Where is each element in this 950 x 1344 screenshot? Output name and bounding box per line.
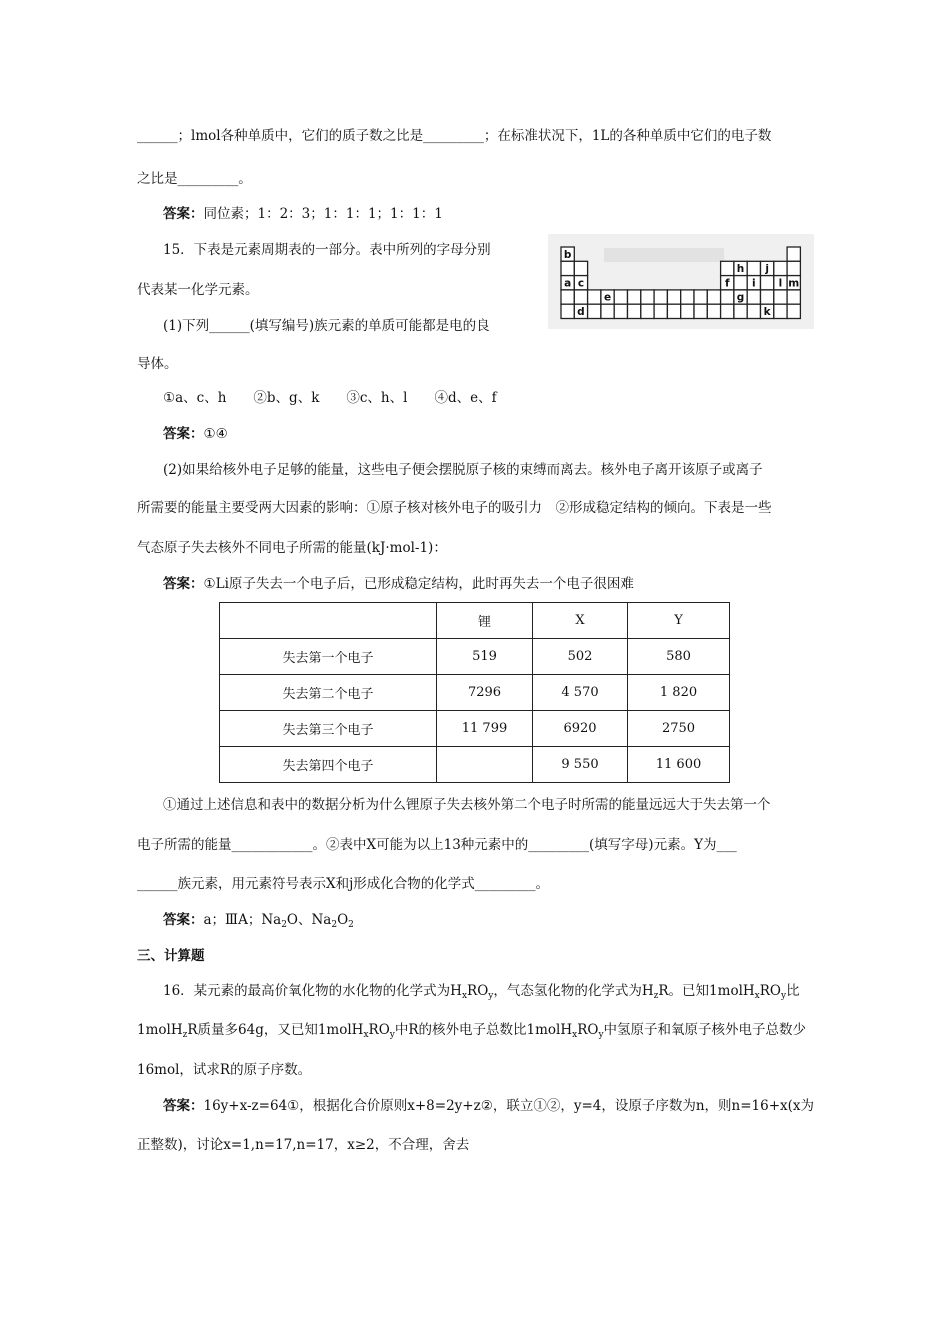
table-cell	[747, 304, 760, 318]
q-text: R质量多64g，又已知1molH	[187, 1022, 364, 1038]
table-cell	[774, 261, 787, 275]
table-cell	[707, 304, 720, 318]
table-row	[220, 639, 730, 675]
table-cell	[747, 261, 760, 275]
element-label: j	[765, 263, 769, 276]
table-cell	[734, 304, 747, 318]
table-cell: 1 820	[628, 675, 730, 711]
element-label: k	[763, 306, 771, 318]
q-text: 中R的核外电子总数比1molH	[394, 1022, 573, 1038]
element-label: a	[564, 277, 572, 290]
table-cell	[721, 290, 734, 304]
answer-label: 答案：	[163, 206, 204, 222]
table-cell	[787, 290, 800, 304]
table-cell	[694, 290, 707, 304]
table-cell: 502	[533, 639, 628, 675]
table-cell	[774, 290, 787, 304]
answer-label: 答案：	[163, 426, 204, 442]
answer-text: 同位素；1：2：3；1：1：1；1：1：1	[203, 206, 443, 222]
answer-line	[163, 1097, 814, 1115]
element-label: f	[724, 277, 730, 290]
table-cell: 7296	[437, 675, 533, 711]
table-header-row	[220, 603, 730, 639]
header-cell	[220, 603, 437, 639]
table-row	[220, 675, 730, 711]
table-cell	[561, 261, 574, 275]
table-cell: 9 550	[533, 747, 628, 783]
text-line: ①通过上述信息和表中的数据分析为什么锂原子失去核外第二个电子时所需的能量远远大于失去第一个	[163, 797, 771, 813]
subscript: x	[363, 1030, 369, 1040]
table-cell	[707, 290, 720, 304]
answer-text: ①Li原子失去一个电子后，已形成稳定结构，此时再失去一个电子很困难	[203, 576, 634, 592]
table-cell	[588, 304, 601, 318]
answer-text: a；ⅢA；Na	[203, 912, 282, 928]
table-cell: 11 600	[628, 747, 730, 783]
table-cell	[761, 276, 774, 290]
question-15: 15．下表是元素周期表的一部分。表中所列的字母分别	[163, 242, 491, 258]
subscript: 2	[331, 920, 338, 930]
element-label: h	[736, 263, 745, 276]
element-label: m	[788, 277, 800, 290]
q-text: 中氢原子和氧原子核外电子总数少	[603, 1022, 807, 1038]
subscript: y	[488, 991, 494, 1001]
table-cell	[667, 290, 680, 304]
table-cell	[641, 290, 654, 304]
table-cell	[614, 290, 627, 304]
table-cell	[761, 290, 774, 304]
table-cell	[561, 290, 574, 304]
table-cell: 失去第二个电子	[220, 675, 437, 711]
text-line: 气态原子失去核外不同电子所需的能量(kJ·mol-1)：	[137, 540, 447, 556]
table-cell	[787, 247, 800, 261]
table-cell	[437, 747, 533, 783]
text-line: 正整数)，讨论x=1,n=17,n=17，x≥2，不合理，舍去	[137, 1137, 470, 1153]
table-cell: 4 570	[533, 675, 628, 711]
answer-line	[163, 911, 354, 929]
table-cell	[747, 290, 760, 304]
subscript: x	[572, 1030, 578, 1040]
subscript: z	[182, 1030, 188, 1040]
table-cell: 失去第一个电子	[220, 639, 437, 675]
table-cell	[734, 276, 747, 290]
table-cell	[654, 304, 667, 318]
section-heading: 三、计算题	[137, 948, 205, 964]
answer-text: ①④	[203, 426, 228, 442]
element-label: i	[752, 277, 756, 290]
subscript: y	[389, 1030, 395, 1040]
header-cell: Y	[628, 603, 730, 639]
table-cell	[628, 290, 641, 304]
subscript: x	[461, 991, 468, 1001]
q-text: 16．某元素的最高价氧化物的水化物的化学式为H	[163, 983, 462, 999]
text-line: 之比是_________。	[137, 171, 252, 187]
table-cell: 519	[437, 639, 533, 675]
table-cell	[628, 304, 641, 318]
subscript: y	[598, 1030, 604, 1040]
element-label: e	[603, 291, 612, 304]
text-line: 导体。	[137, 356, 178, 372]
text-line: ______族元素，用元素符号表示X和j形成化合物的化学式_________。	[137, 876, 550, 892]
element-label: g	[736, 291, 745, 304]
q-text: R。已知1molH	[658, 983, 755, 999]
text-line: ______；lmol各种单质中，它们的质子数之比是_________；在标准状况下，1L的各种单质中它们的电子数	[137, 128, 772, 144]
table-cell	[614, 304, 627, 318]
table-cell	[721, 304, 734, 318]
ionization-energy-table	[219, 602, 730, 783]
q-text: RO	[759, 983, 781, 999]
text-line: 所需要的能量主要受两大因素的影响：①原子核对核外电子的吸引力 ②形成稳定结构的倾向。下表是一些	[137, 500, 772, 516]
answer-label: 答案：	[163, 1098, 204, 1114]
text-line	[137, 1021, 806, 1039]
q-text: RO	[368, 1022, 390, 1038]
answer-line	[163, 205, 443, 223]
table-cell	[574, 261, 587, 275]
subscript: z	[653, 991, 659, 1001]
question-16	[163, 982, 800, 1000]
subscript: 2	[348, 920, 354, 930]
element-label: d	[577, 306, 585, 318]
element-label: c	[577, 277, 585, 290]
table-cell	[574, 290, 587, 304]
answer-label: 答案：	[163, 576, 204, 592]
table-cell	[721, 261, 734, 275]
subscript: y	[780, 991, 787, 1001]
table-cell: 11 799	[437, 711, 533, 747]
answer-text: 16y+x-z=64①，根据化合价原则x+8=2y+z②，联立①②，y=4，设原子序数为n，则n=16+x(x为	[203, 1098, 815, 1114]
q-text: RO	[467, 983, 489, 999]
q-text: 1molH	[137, 1022, 183, 1038]
answer-text: O、Na	[286, 912, 332, 928]
table-cell	[641, 304, 654, 318]
table-cell	[654, 290, 667, 304]
table-row	[220, 747, 730, 783]
q-text: ，气态氢化物的化学式为H	[493, 983, 654, 999]
table-cell	[787, 261, 800, 275]
table-cell	[774, 304, 787, 318]
table-cell	[601, 304, 614, 318]
element-label: l	[778, 277, 783, 290]
answer-line	[163, 425, 228, 443]
answer-line	[163, 575, 634, 593]
table-cell	[681, 304, 694, 318]
subscript: x	[754, 991, 760, 1001]
periodic-table-figure	[548, 234, 814, 329]
header-cell: X	[533, 603, 628, 639]
text-line: 16mol，试求R的原子序数。	[137, 1062, 312, 1078]
options-line: ①a、c、h ②b、g、k ③c、h、l ④d、e、f	[163, 390, 497, 406]
table-cell	[787, 304, 800, 318]
table-cell	[561, 304, 574, 318]
answer-text: O	[337, 912, 349, 928]
text-line: 电子所需的能量____________。②表中X可能为以上13种元素中的_________(填写字母)元素。Y为___	[137, 837, 737, 853]
table-cell	[667, 304, 680, 318]
q-text: RO	[577, 1022, 599, 1038]
element-label: b	[563, 248, 572, 261]
table-cell	[694, 304, 707, 318]
table-cell: 2750	[628, 711, 730, 747]
answer-label: 答案：	[163, 912, 204, 928]
table-row	[220, 711, 730, 747]
table-cell: 580	[628, 639, 730, 675]
text-line: 代表某一化学元素。	[137, 282, 259, 298]
periodic-table-grid	[548, 234, 814, 329]
table-cell	[681, 290, 694, 304]
table-cell: 失去第四个电子	[220, 747, 437, 783]
q-text: 比	[786, 983, 800, 999]
table-cell: 6920	[533, 711, 628, 747]
text-line: (2)如果给核外电子足够的能量，这些电子便会摆脱原子核的束缚而离去。核外电子离开该原子或离子	[163, 462, 763, 478]
table-cell	[588, 290, 601, 304]
text-line: (1)下列______(填写编号)族元素的单质可能都是电的良	[163, 318, 490, 334]
table-cell: 失去第三个电子	[220, 711, 437, 747]
header-cell: 锂	[437, 603, 533, 639]
subscript: 2	[281, 920, 287, 930]
